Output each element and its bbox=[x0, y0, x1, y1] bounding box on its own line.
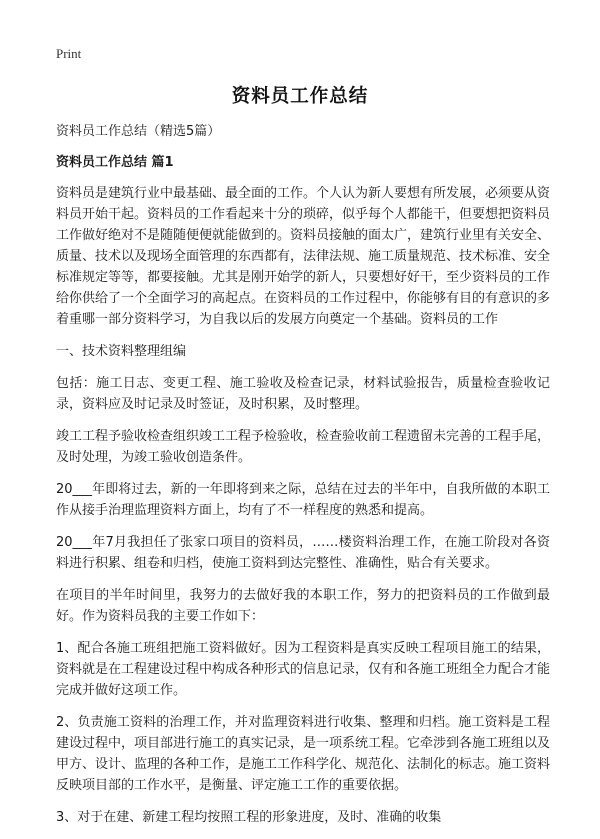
paragraph-item-3: 3、对于在建、新建工程均按照工程的形象进度，及时、准确的收集 bbox=[56, 810, 442, 825]
paragraph-item-2: 2、负责施工资料的治理工作，并对监理资料进行收集、整理和归档。施工资料是工程建设过程中，项目部进行施工的真实记录，是一项系统工程。它牵涉到各施工班组以及甲方、设计、监理的各种工作，是施工工作科学化、规范化、法制化的标志。施工资料反映项目部的工作水平，是衡量、评定施工工作的重要依据。 bbox=[56, 715, 551, 793]
paragraph-item-1: 1、配合各施工班组把施工资料做好。因为工程资料是真实反映工程项目施工的结果，资料就是在工程建设过程中构成各种形式的信息记录，仅有和各施工班组全力配合才能完成并做好这项工作。 bbox=[56, 641, 551, 698]
document-title: 资料员工作总结 bbox=[231, 86, 369, 107]
document-subtitle: 资料员工作总结（精选5篇） bbox=[56, 124, 221, 139]
paragraph-half-year: 在项目的半年时间里，我努力的去做好我的本职工作，努力的把资料员的工作做到最好。作为资料员我的主要工作如下： bbox=[56, 588, 550, 624]
print-label: Print bbox=[56, 46, 82, 61]
paragraph-heading-technical-data: 一、技术资料整理组编 bbox=[56, 344, 187, 359]
paragraph-includes: 包括：施工日志、变更工程、施工验收及检查记录，材料试验报告，质量检查验收记录，资料应及时记录及时签证，及时积累，及时整理。 bbox=[56, 376, 550, 412]
paragraph-completion-inspection: 竣工工程予验收检查组织竣工工程予检验收，检查验收前工程遗留未完善的工程手尾，及时处理，为竣工验收创造条件。 bbox=[56, 429, 551, 465]
section-heading: 资料员工作总结 篇1 bbox=[56, 155, 174, 170]
paragraph-july-assignment: 20___年7月我担任了张家口项目的资料员，……楼资料治理工作，在施工阶段对各资料进行积累、组卷和归档，使施工资料到达完整性、准确性，贴合有关要求。 bbox=[56, 535, 550, 571]
paragraph-year-summary: 20___年即将过去，新的一年即将到来之际，总结在过去的半年中，自我所做的本职工作从接手治理监理资料方面上，均有了不一样程度的熟悉和提高。 bbox=[56, 482, 550, 518]
paragraph-intro: 资料员是建筑行业中最基础、最全面的工作。个人认为新人要想有所发展，必须要从资料员开始干起。资料员的工作看起来十分的琐碎，似乎每个人都能干，但要想把资料员工作做好绝对不是随随便便就能做到的。资料员接触的面太广，建筑行业里有关安全、质量、技术以及现场全面管理的东西都有，法律法规、施工质量规范、技术标准、安全标准规定等等，都要接触。尤其是刚开始学的新人，只要想好好干，至少资料员的工作给你供给了一个全面学习的高起点。在资料员的工作过程中，你能够有目的有意识的多着重哪一部分资料学习，为自我以后的发展方向奠定一个基础。资料员的工作 bbox=[56, 186, 551, 327]
document-body bbox=[56, 121, 550, 839]
